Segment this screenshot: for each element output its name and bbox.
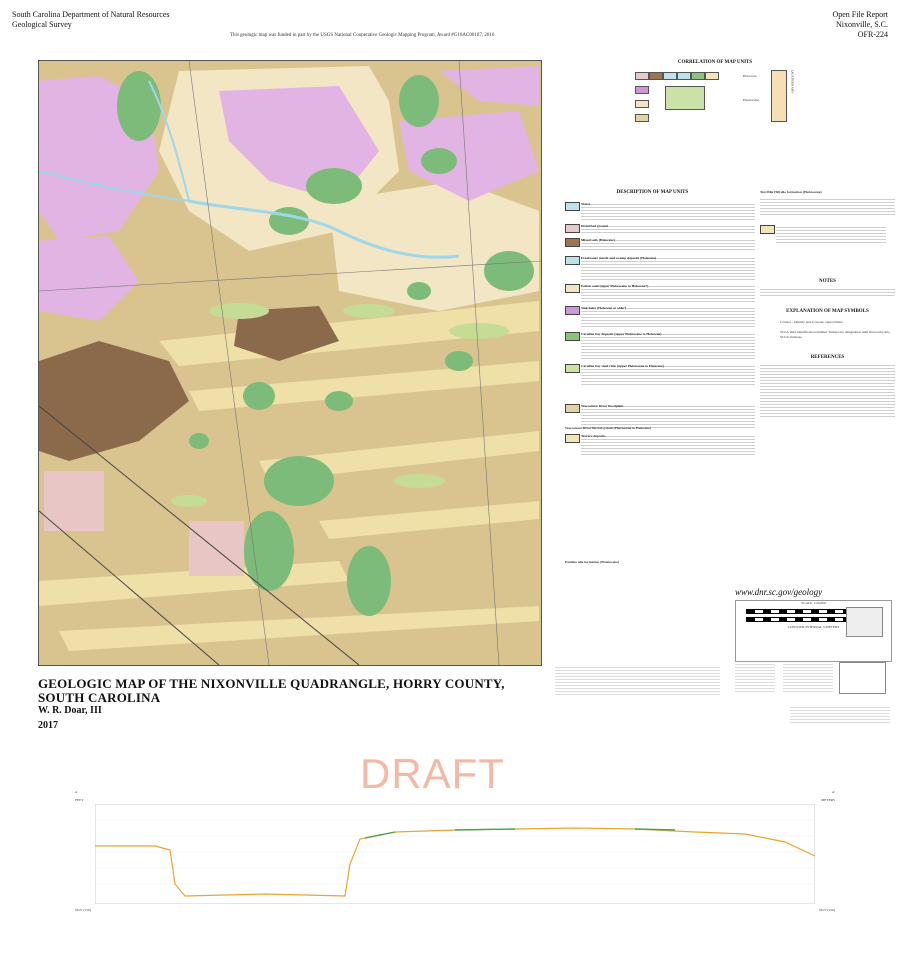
unit-name: Water xyxy=(581,202,591,206)
org-name: South Carolina Department of Natural Resources xyxy=(12,10,170,19)
unit-swatch xyxy=(565,284,580,293)
correlation-heading: CORRELATION OF MAP UNITS xyxy=(677,60,753,65)
unit-qcb xyxy=(565,332,755,354)
scale-box xyxy=(735,600,892,662)
report-type: Open File Report xyxy=(832,10,888,19)
report-location: Nixonville, S.C. xyxy=(835,20,888,29)
symbol-field-id: SCGS field identification number. Temporary designation until final entry into SCGS database. xyxy=(780,330,890,339)
pamlico-heading: Pamlico allo formation (Pleistocene) xyxy=(565,560,619,564)
river-heading: Waccamaw River fluvial system (Pleistocene to Holocene) xyxy=(565,426,651,430)
unit-description xyxy=(581,202,755,220)
section-right-unit: METERS xyxy=(821,798,835,802)
unit-swatch xyxy=(565,202,580,211)
corr-box-hd xyxy=(635,72,649,80)
section-left-label: A xyxy=(75,790,78,794)
references-text xyxy=(760,363,895,419)
author: W. R. Doar, III xyxy=(38,705,102,716)
scale-label: SCALE 1:24,000 xyxy=(801,601,826,605)
unit-swatch xyxy=(565,238,580,247)
unit-qwf xyxy=(565,404,755,426)
unit-swatch xyxy=(565,404,580,413)
corr-box-ha xyxy=(649,72,663,80)
publication-info xyxy=(790,705,890,723)
corr-box-unit xyxy=(771,70,787,122)
unit-qsw xyxy=(565,256,755,278)
unit-name: Carolina bay deposits (upper Pleistocene to Holocene) xyxy=(581,332,662,336)
references-heading: REFERENCES xyxy=(810,355,845,360)
right-column xyxy=(760,190,895,419)
org-header xyxy=(12,10,170,30)
adjoining-quads xyxy=(839,662,886,694)
unit-description xyxy=(581,434,755,456)
unit-qbf xyxy=(565,306,755,328)
tenmile-swatch xyxy=(760,225,775,234)
corr-box-w xyxy=(663,72,677,80)
unit-name: Mixed soils (Holocene) xyxy=(581,238,615,242)
quad-location-block xyxy=(735,662,890,698)
website-link[interactable]: www.dnr.sc.gov/geology xyxy=(735,587,823,597)
corr-box-qpt xyxy=(705,72,719,80)
unit-name: Sink holes (Holocene or older) xyxy=(581,306,627,310)
corr-box-qwf xyxy=(635,114,649,122)
unit-name: Freshwater marsh and swamp deposits (Holocene) xyxy=(581,256,657,260)
road-legend xyxy=(735,662,775,692)
symbol-contact: Contact - Identify and accurate; approximate xyxy=(780,319,843,324)
corr-box-qcb xyxy=(691,72,705,80)
unit-w xyxy=(565,202,755,224)
report-number: OFR-224 xyxy=(857,30,888,39)
tenmile-desc xyxy=(776,225,886,245)
tenmile-text xyxy=(760,197,895,217)
map-drawing xyxy=(39,61,541,665)
survey-name: Geological Survey xyxy=(12,20,72,29)
title-line-2: SOUTH CAROLINA xyxy=(38,690,161,705)
funding-note: This geologic map was funded in part by the USGS National Cooperative Geologic Mapping Program, Award #G16AC00187, 2016 xyxy=(230,33,495,38)
section-profile xyxy=(95,804,815,904)
map-title xyxy=(38,677,505,705)
geologic-map[interactable] xyxy=(38,60,542,666)
symbols-heading: EXPLANATION OF MAP SYMBOLS xyxy=(786,308,869,314)
draft-watermark: DRAFT xyxy=(360,750,505,797)
tenmile-heading: Ten Mile Hill allo formation (Pleistocene) xyxy=(760,190,822,194)
corr-box-qcr xyxy=(665,86,705,110)
unit-swatch xyxy=(565,434,580,443)
corr-label-quaternary: QUATERNARY xyxy=(790,70,795,94)
corr-label-pleistocene: Pleistocene xyxy=(743,98,759,102)
unit-description xyxy=(581,332,755,360)
unit-name: Terrace deposits xyxy=(581,434,606,438)
contour-label: CONTOUR INTERVAL 5 METERS xyxy=(787,624,840,629)
tenmile-unit xyxy=(760,225,895,249)
corr-box-qbf xyxy=(635,86,649,94)
corr-box-qsw xyxy=(677,72,691,80)
year: 2017 xyxy=(38,720,58,731)
credits-block xyxy=(783,662,833,692)
disclaimer-text xyxy=(555,665,720,695)
state-index-map xyxy=(846,607,883,637)
corr-label-holocene: Holocene xyxy=(743,74,757,78)
unit-qpt xyxy=(565,434,755,456)
unit-name: Disturbed ground xyxy=(581,224,608,228)
unit-name: Carolina bay sand rims (upper Pleistocene to Holocene) xyxy=(581,364,664,368)
right-datum: NGV (150) xyxy=(819,908,835,912)
notes-heading: NOTES xyxy=(819,278,836,284)
unit-qe xyxy=(565,284,755,306)
description-heading: DESCRIPTION OF MAP UNITS xyxy=(616,190,689,195)
cross-section xyxy=(75,790,835,925)
unit-name: Waccamaw River floodplain xyxy=(581,404,624,408)
correlation-section xyxy=(625,60,805,102)
unit-swatch xyxy=(565,306,580,315)
section-left-unit: FEET xyxy=(75,798,84,802)
unit-swatch xyxy=(565,332,580,341)
description-section xyxy=(555,190,750,590)
report-header xyxy=(832,10,888,40)
left-datum: NGV (150) xyxy=(75,908,91,912)
unit-swatch xyxy=(565,364,580,373)
title-line-1: GEOLOGIC MAP OF THE NIXONVILLE QUADRANGLE, HORRY COUNTY, xyxy=(38,676,505,691)
notes-text xyxy=(760,287,895,297)
section-right-label: A' xyxy=(831,790,835,794)
unit-swatch xyxy=(565,224,580,233)
unit-qcr xyxy=(565,364,755,386)
unit-name: Eolian sand (upper Pleistocene to Holocene?) xyxy=(581,284,649,288)
corr-box-qe xyxy=(635,100,649,108)
unit-swatch xyxy=(565,256,580,265)
